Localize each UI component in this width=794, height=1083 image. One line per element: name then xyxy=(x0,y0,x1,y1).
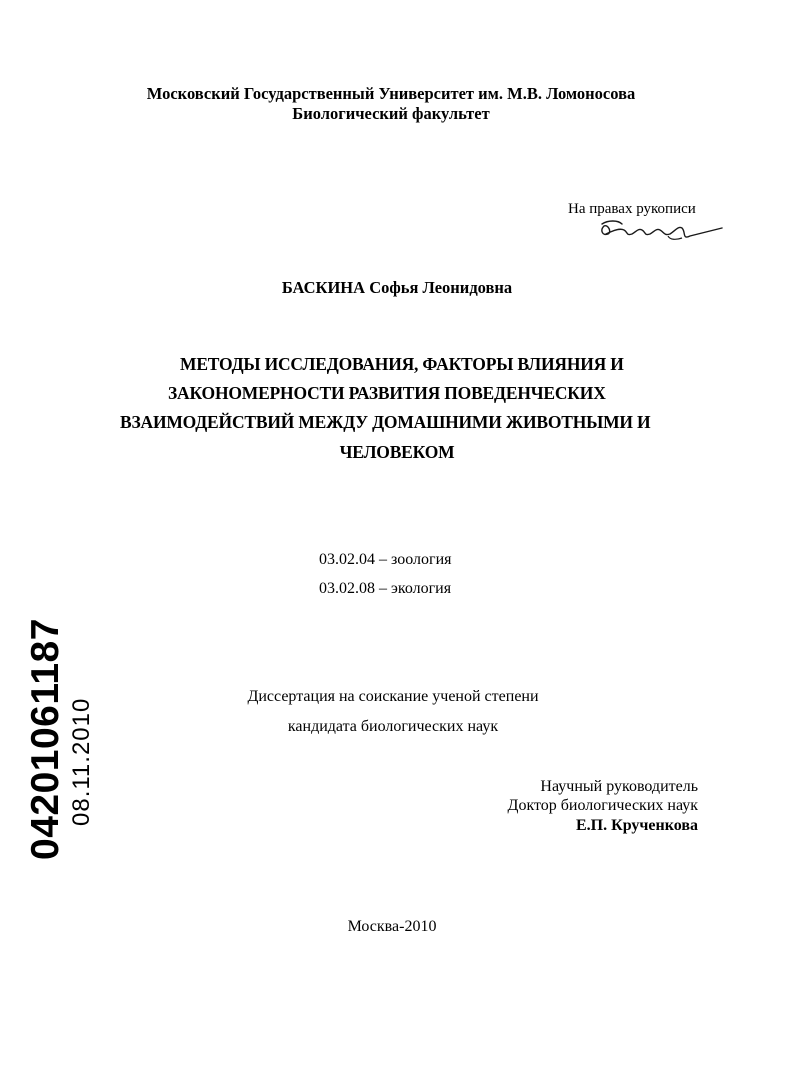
specialty-ecology: 03.02.08 – экология xyxy=(319,580,452,597)
manuscript-note: На правах рукописи xyxy=(568,201,696,217)
title-line-2: ЗАКОНОМЕРНОСТИ РАЗВИТИЯ ПОВЕДЕНЧЕСКИХ xyxy=(168,383,606,403)
advisor-degree: Доктор биологических наук xyxy=(507,797,698,814)
dissertation-line-1: Диссертация на соискание ученой степени xyxy=(247,688,539,705)
title-line-3: ВЗАИМОДЕЙСТВИЙ МЕЖДУ ДОМАШНИМИ ЖИВОТНЫМИ И xyxy=(120,412,651,432)
advisor-name: Е.П. Крученкова xyxy=(576,817,698,834)
author-surname: БАСКИНА xyxy=(281,278,366,297)
title-line-4: ЧЕЛОВЕКОМ xyxy=(339,442,455,462)
university-name: Московский Государственный Университет им. М.В. Ломоносова xyxy=(146,84,636,103)
library-stamp-date: 08.11.2010 xyxy=(68,697,95,826)
author-given-names: Софья Леонидовна xyxy=(369,278,513,297)
author-name xyxy=(0,278,794,298)
title-line-1: МЕТОДЫ ИССЛЕДОВАНИЯ, ФАКТОРЫ ВЛИЯНИЯ И xyxy=(180,354,624,374)
faculty-name: Биологический факультет xyxy=(292,104,490,123)
specialty-zoology: 03.02.04 – зоология xyxy=(319,551,452,568)
advisor-role: Научный руководитель xyxy=(540,778,698,795)
handwritten-signature xyxy=(598,216,723,244)
library-stamp-code: 04201061187 xyxy=(24,618,67,860)
city-year: Москва-2010 xyxy=(347,918,437,935)
dissertation-line-2: кандидата биологических наук xyxy=(287,718,499,735)
